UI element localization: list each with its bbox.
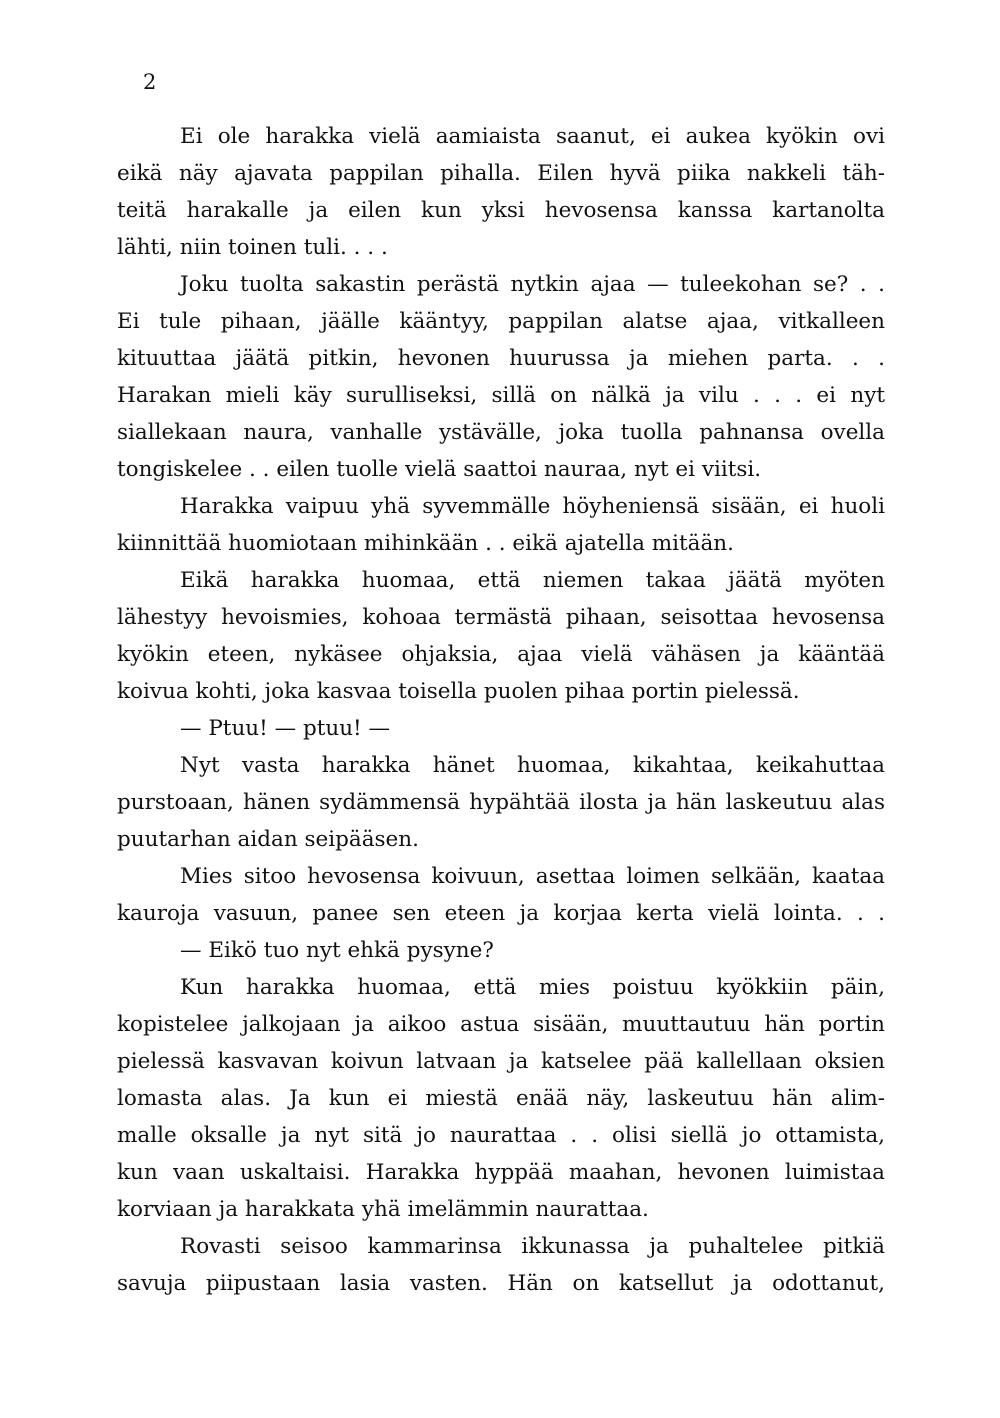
text-line: eikä näy ajavata pappilan pihalla. Eilen hyvä piika nakkeli täh- bbox=[117, 161, 885, 186]
text-line: — Ptuu! — ptuu! — bbox=[180, 716, 391, 741]
text-line: Ei tule pihaan, jäälle kääntyy, pappilan alatse ajaa, vitkalleen bbox=[117, 309, 885, 334]
text-line: — Eikö tuo nyt ehkä pysyne? bbox=[180, 938, 494, 963]
text-line: korviaan ja harakkata yhä imelämmin naurattaa. bbox=[117, 1197, 649, 1222]
text-line: kituuttaa jäätä pitkin, hevonen huurussa ja miehen parta. . . bbox=[117, 346, 885, 371]
text-line: kopistelee jalkojaan ja aikoo astua sisään, muuttautuu hän portin bbox=[117, 1012, 885, 1037]
text-line: savuja piipustaan lasia vasten. Hän on katsellut ja odottanut, bbox=[117, 1271, 885, 1296]
text-line: puutarhan aidan seipääsen. bbox=[117, 827, 419, 852]
text-line: kiinnittää huomiotaan mihinkään . . eikä ajatella mitään. bbox=[117, 531, 734, 556]
text-line: siallekaan naura, vanhalle ystävälle, joka tuolla pahnansa ovella bbox=[117, 420, 885, 445]
text-line: tongiskelee . . eilen tuolle vielä saattoi nauraa, nyt ei viitsi. bbox=[117, 457, 762, 482]
text-line: kun vaan uskaltaisi. Harakka hyppää maahan, hevonen luimistaa bbox=[117, 1160, 885, 1185]
text-line: purstoaan, hänen sydämmensä hypähtää ilosta ja hän laskeutuu alas bbox=[117, 790, 885, 815]
text-line: teitä harakalle ja eilen kun yksi hevosensa kanssa kartanolta bbox=[117, 198, 885, 223]
text-line: Eikä harakka huomaa, että niemen takaa jäätä myöten bbox=[180, 568, 885, 593]
text-line: koivua kohti, joka kasvaa toisella puolen pihaa portin pielessä. bbox=[117, 679, 800, 704]
text-line: Nyt vasta harakka hänet huomaa, kikahtaa, keikahuttaa bbox=[180, 753, 885, 778]
text-line: pielessä kasvavan koivun latvaan ja katselee pää kallellaan oksien bbox=[117, 1049, 885, 1074]
page-number: 2 bbox=[143, 70, 157, 94]
text-line: lomasta alas. Ja kun ei miestä enää näy, laskeutuu hän alim- bbox=[117, 1086, 885, 1111]
text-line: Joku tuolta sakastin perästä nytkin ajaa — tuleekohan se? . . bbox=[180, 272, 885, 297]
text-line: Harakan mieli käy surulliseksi, sillä on nälkä ja vilu . . . ei nyt bbox=[117, 383, 885, 408]
text-line: kyökin eteen, nykäsee ohjaksia, ajaa vielä vähäsen ja kääntää bbox=[117, 642, 885, 667]
body-text bbox=[117, 118, 885, 1302]
text-line: lähti, niin toinen tuli. . . . bbox=[117, 235, 388, 260]
text-line: kauroja vasuun, panee sen eteen ja korjaa kerta vielä lointa. . . bbox=[117, 901, 885, 926]
text-line: Kun harakka huomaa, että mies poistuu kyökkiin päin, bbox=[180, 975, 885, 1000]
text-line: Harakka vaipuu yhä syvemmälle höyheniensä sisään, ei huoli bbox=[180, 494, 885, 519]
text-line: lähestyy hevoismies, kohoaa termästä pihaan, seisottaa hevosensa bbox=[117, 605, 885, 630]
text-line: Ei ole harakka vielä aamiaista saanut, ei aukea kyökin ovi bbox=[180, 124, 885, 149]
text-line: malle oksalle ja nyt sitä jo naurattaa . . olisi siellä jo ottamista, bbox=[117, 1123, 885, 1148]
text-line: Rovasti seisoo kammarinsa ikkunassa ja puhaltelee pitkiä bbox=[180, 1234, 885, 1259]
text-line: Mies sitoo hevosensa koivuun, asettaa loimen selkään, kaataa bbox=[180, 864, 885, 889]
